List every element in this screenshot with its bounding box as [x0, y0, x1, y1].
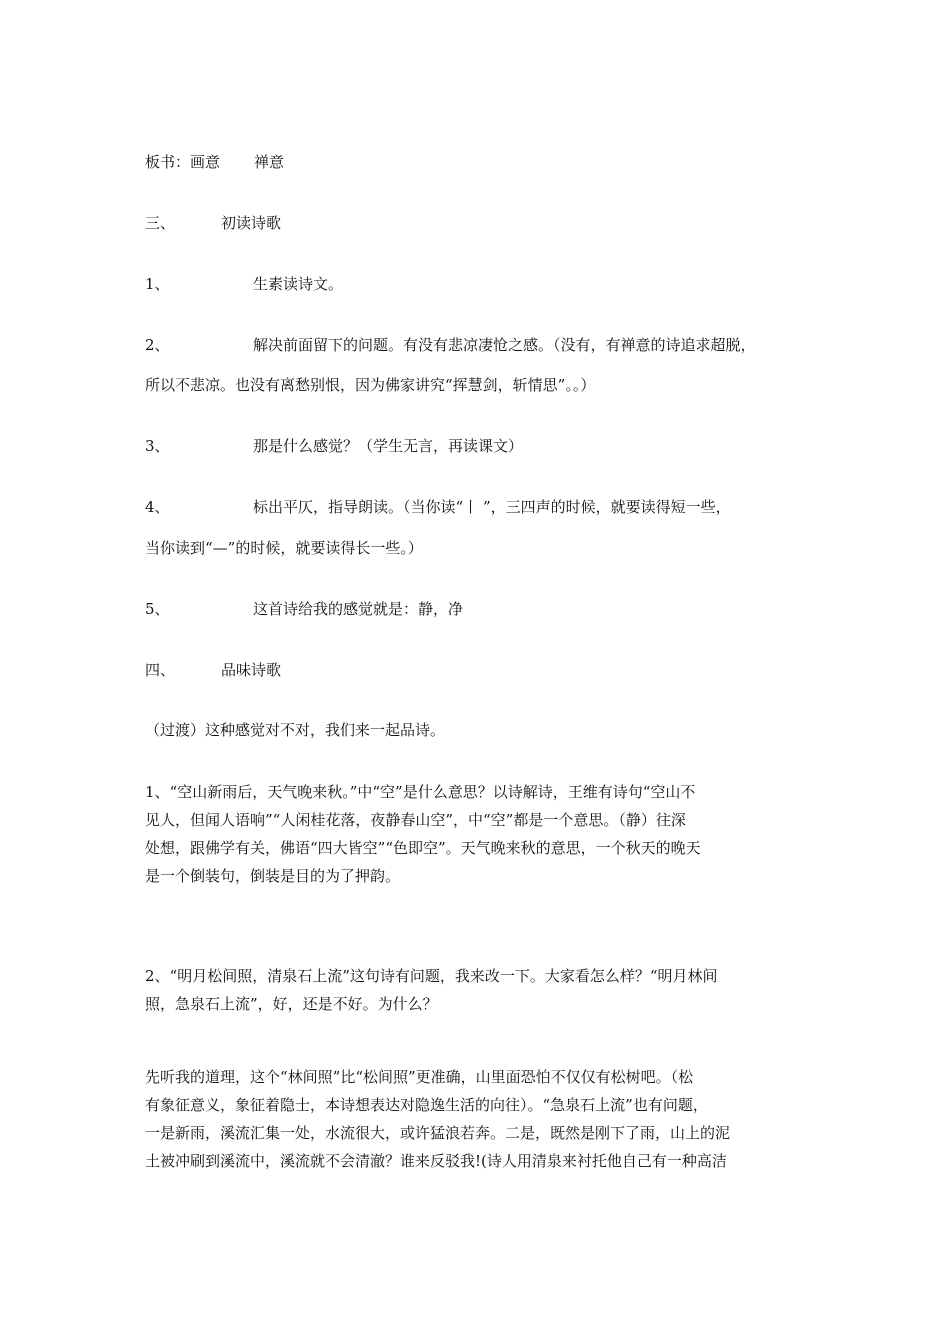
- item-2-text: 解决前面留下的问题。有没有悲凉凄怆之感。（没有，有禅意的诗追求超脱，: [253, 336, 756, 354]
- item-1-number: 1、: [145, 275, 170, 293]
- item-4-number: 4、: [145, 498, 170, 516]
- paragraph-2-line: 照，急泉石上流”，好，还是不好。为什么？: [145, 995, 438, 1013]
- board-line: [145, 152, 284, 172]
- section-4-title: 品味诗歌: [221, 661, 282, 679]
- paragraph-1-line: 见人，但闻人语响”“人闲桂花落，夜静春山空”，中“空”都是一个意思。（静）往深: [145, 811, 686, 829]
- item-3-text: 那是什么感觉？（学生无言，再读课文）: [253, 437, 524, 455]
- item-5-number: 5、: [145, 600, 170, 618]
- paragraph-2: [145, 962, 817, 1018]
- item-2-number: 2、: [145, 336, 170, 354]
- board-label: 板书：画意: [145, 153, 221, 171]
- section-3-heading: [145, 213, 281, 233]
- paragraph-1: [145, 778, 817, 890]
- section-3-title: 初读诗歌: [221, 214, 282, 232]
- paragraph-2-line: 2、“明月松间照，清泉石上流”这句诗有问题，我来改一下。大家看怎么样？“明月林间: [145, 967, 718, 985]
- paragraph-3-line: 一是新雨，溪流汇集一处，水流很大，或许猛浪若奔。二是，既然是刚下了雨，山上的泥: [145, 1124, 731, 1142]
- paragraph-3-line: 有象征意义，象征着隐士，本诗想表达对隐逸生活的向往）。“急泉石上流”也有问题，: [145, 1096, 708, 1114]
- item-4-text: 标出平仄，指导朗读。（当你读“丨 ”，三四声的时候，就要读得短一些，: [253, 498, 731, 516]
- item-2-continuation: 所以不悲凉。也没有离愁别恨，因为佛家讲究“挥慧剑，斩情思”。。）: [145, 376, 596, 394]
- item-3: [145, 436, 523, 456]
- item-1-text: 生素读诗文。: [253, 275, 344, 293]
- paragraph-1-line: 1、“空山新雨后，天气晚来秋。”中“空”是什么意思？以诗解诗，王维有诗句“空山不: [145, 783, 696, 801]
- section-4-number: 四、: [145, 661, 176, 679]
- paragraph-3-line: 先听我的道理，这个“林间照”比“松间照”更准确，山里面恐怕不仅仅有松树吧。（松: [145, 1068, 694, 1086]
- paragraph-3: [145, 1063, 817, 1175]
- item-5-text: 这首诗给我的感觉就是：静，净: [253, 600, 464, 618]
- item-4: [145, 497, 731, 517]
- item-5: [145, 599, 463, 619]
- paragraph-1-line: 是一个倒装句，倒装是目的为了押韵。: [145, 867, 401, 885]
- transition-text: （过渡）这种感觉对不对，我们来一起品诗。: [145, 721, 446, 739]
- paragraph-3-line: 土被冲刷到溪流中，溪流就不会清澈？谁来反驳我!(诗人用清泉来衬托他自己有一种高洁: [145, 1152, 727, 1170]
- item-4-continuation: 当你读到“—”的时候，就要读得长一些。）: [145, 539, 423, 557]
- section-4-heading: [145, 660, 281, 680]
- item-1: [145, 274, 343, 294]
- item-2: [145, 335, 756, 355]
- section-3-number: 三、: [145, 214, 176, 232]
- board-second: 禅意: [254, 153, 285, 171]
- paragraph-1-line: 处想，跟佛学有关，佛语“四大皆空”“色即空”。天气晚来秋的意思，一个秋天的晚天: [145, 839, 701, 857]
- item-3-number: 3、: [145, 437, 170, 455]
